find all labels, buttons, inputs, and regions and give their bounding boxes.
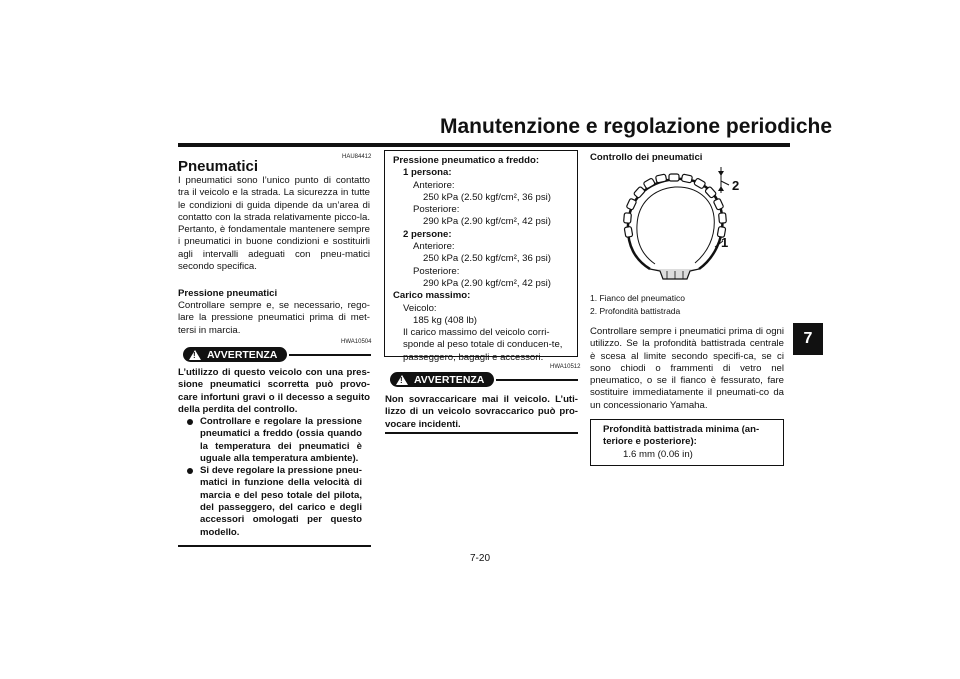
warning-badge <box>390 372 494 387</box>
header-rule <box>178 143 790 147</box>
page-title: Manutenzione e regolazione periodiche <box>440 115 833 138</box>
max-load-note: Il carico massimo del veicolo corri-sponde al peso totale di conducen-te, passeggero, bagagli e accessori. <box>403 327 563 363</box>
max-load-title: Carico massimo: <box>393 290 471 302</box>
load-case-2: 2 persone: <box>403 228 452 240</box>
front-label: Anteriore: <box>413 241 455 253</box>
tire-illustration <box>615 165 740 285</box>
bullet-item: Controllare e regolare la pressione pneumatici a freddo (ossia quando la temperatura dei pneumatici è uguale alla temperatura ambiente). <box>186 416 362 465</box>
pressure-paragraph: Controllare sempre e, se necessario, rego-lare la pressione pneumatici prima di met-tersi in marcia. <box>178 300 370 336</box>
intro-paragraph: I pneumatici sono l’unico punto di contatto tra il veicolo e la strada. La sicurezza in tutte le condizioni di guida dipende da un’area di contatto con la strada relativamente picco-la. Pertanto, è fondamentale mantenere sempre i pneumatici in buone condizioni e sostituirli agli intervalli adeguati con pneu-matici secondo specifica. <box>178 175 370 273</box>
tread-spec-title: Profondità battistrada minima (an-teriore e posteriore): <box>603 424 760 448</box>
warning-text: L’utilizzo di questo veicolo con una pres-sione pneumatici scorretta può provo-care infortuni gravi o il decesso a seguito della perdita del controllo. <box>178 367 370 415</box>
tread-depth-spec-box <box>590 419 784 466</box>
warning-end-rule <box>385 432 578 434</box>
front-value: 250 kPa (2.50 kgf/cm², 36 psi) <box>423 253 551 265</box>
section-heading: Pneumatici <box>178 158 259 175</box>
spec-title: Pressione pneumatico a freddo: <box>393 155 540 166</box>
warning-label: AVVERTENZA <box>207 348 278 361</box>
pressure-spec-box <box>384 150 578 363</box>
warning-triangle-icon: ! <box>189 350 201 360</box>
vehicle-label: Veicolo: <box>403 302 437 314</box>
callout-2: 2 <box>732 178 740 193</box>
warning-rule <box>496 379 578 381</box>
rear-label: Posteriore: <box>413 265 460 277</box>
subheading-tire-check: Controllo dei pneumatici <box>590 152 703 163</box>
caption-tread-depth: 2. Profondità battistrada <box>590 306 681 316</box>
rear-value: 290 kPa (2.90 kgf/cm², 42 psi) <box>423 277 551 289</box>
rim-section <box>650 269 699 279</box>
warning-badge <box>183 347 287 362</box>
warning-bullets <box>178 416 362 539</box>
caption-sidewall: 1. Fianco del pneumatico <box>590 293 685 303</box>
subheading-tire-pressure: Pressione pneumatici <box>178 288 278 299</box>
tread-spec-value: 1.6 mm (0.06 in) <box>623 448 693 460</box>
warning-rule <box>289 354 371 356</box>
bullet-item: Si deve regolare la pressione pneu-matici in funzione della velocità di marcia e del peso totale del pilota, del passeggero, del carico e degli accessori omologati per questo modello. <box>186 465 362 539</box>
page-number: 7-20 <box>469 553 490 564</box>
warning-triangle-icon: ! <box>396 375 408 385</box>
vehicle-value: 185 kg (408 lb) <box>413 314 477 326</box>
chapter-tab[interactable]: 7 <box>793 323 823 355</box>
front-value: 250 kPa (2.50 kgf/cm², 36 psi) <box>423 191 551 203</box>
rear-value: 290 kPa (2.90 kgf/cm², 42 psi) <box>423 216 551 228</box>
tire-inner <box>637 187 714 264</box>
warning-end-rule <box>178 545 371 547</box>
callout-1: 1 <box>721 235 729 250</box>
front-label: Anteriore: <box>413 179 455 191</box>
tire-check-paragraph: Controllare sempre i pneumatici prima di ogni utilizzo. Se la profondità battistrada centrale è scesa al limite secondo specifi-ca, se ci sono chiodi o frammenti di vetro nel pneumatico, o se il fianco è fessurato, fare sostituire immediatamente il pneumati-co da un concessionario Yamaha. <box>590 326 784 411</box>
load-case-1: 1 persona: <box>403 167 452 179</box>
warning-label: AVVERTENZA <box>414 373 485 386</box>
rear-label: Posteriore: <box>413 204 460 216</box>
section-code: HAU84412 <box>342 154 372 160</box>
warning-text: Non sovraccaricare mai il veicolo. L’uti-lizzo di un veicolo sovraccarico può pro-vocare incidenti. <box>385 394 578 430</box>
warning-code: HWA10512 <box>550 364 581 370</box>
warning-code: HWA10504 <box>341 339 372 345</box>
